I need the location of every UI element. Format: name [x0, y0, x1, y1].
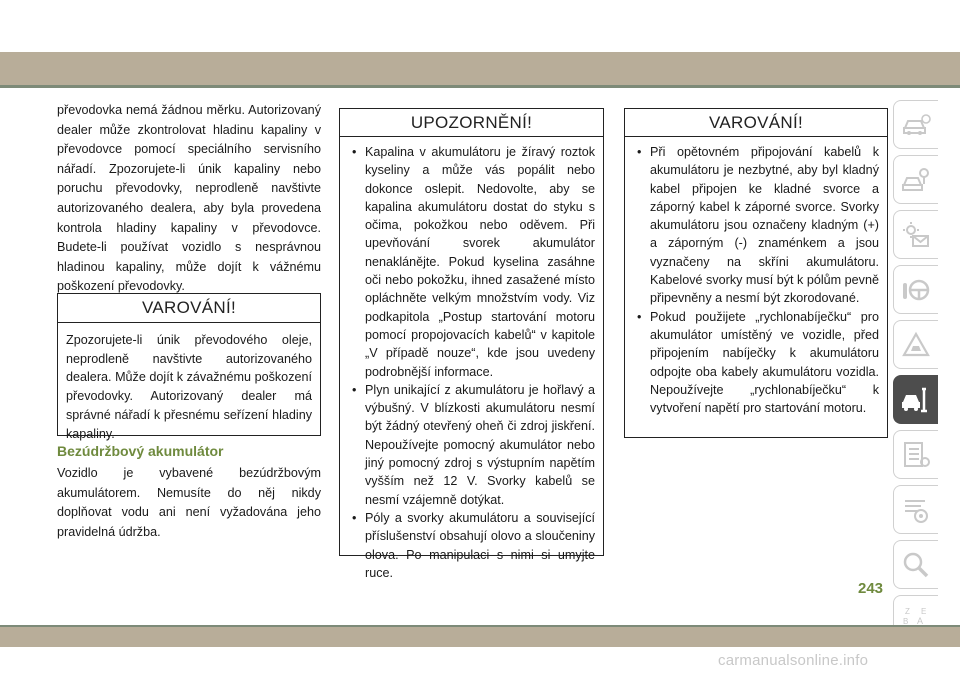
- tab-multimedia[interactable]: [893, 485, 938, 534]
- caution-title: UPOZORNĚNÍ!: [340, 109, 603, 137]
- warning-text: Zpozorujete-li únik převodového oleje, neprodleně navštivte autorizovaného dealera. Může dojít k závažnému poškození převodovky. Autorizovaný dealer má správné nářadí k přesnému seřízení hladiny kapaliny.: [66, 333, 312, 441]
- search-icon: [901, 550, 931, 580]
- steering-airbag-icon: [901, 275, 931, 305]
- tab-checklist[interactable]: [893, 430, 938, 479]
- caution-bullet-item: • Kapalina v akumulátoru je žíravý roztok kyseliny a může vás popálit nebo dokonce oslepit. Nedovolte, aby se kapalina akumulátoru dostat do styku s očima, pokožkou nebo oděvem. Při upevňování svorek akumulátor nenaklánějte. Pokud kyselina zasáhne oči nebo pokožku, ihned zasažené místo opláchněte velkým množstvím vody. Viz podkapitola „Postup startování motoru pomocí propojovacích kabelů“ v kapitole „V případě nouze“, kde jsou uvedeny podrobnější informace.: [348, 143, 595, 381]
- footer-band: [0, 627, 960, 647]
- page-number: 243: [858, 580, 884, 597]
- roadside-warning-icon: [901, 330, 931, 360]
- car-service-icon: [901, 385, 931, 415]
- caution-box-battery: [339, 108, 604, 580]
- caution-bullet-item: • Póly a svorky akumulátoru a související příslušenství obsahují olovo a sloučeniny olova. Po manipulaci s nimi si umyjte ruce.: [348, 509, 595, 582]
- chapter-tabs: [893, 100, 940, 650]
- svg-text:E: E: [921, 606, 927, 616]
- caution-list: [348, 143, 595, 582]
- car-info-icon: [901, 110, 931, 140]
- tab-car-key[interactable]: [893, 155, 938, 204]
- watermark: carmanualsonline.info: [718, 652, 869, 669]
- caution-bullet-item: • Plyn unikající z akumulátoru je hořlavý a výbušný. V blízkosti akumulátoru nesmí být žádný otevřený oheň či zdroj jiskření. Nepoužívejte pomocný akumulátor nebo jiný pomocný zdroj s výstupním napětím vyšším než 12 V. Svorky kabelů se nesmí vzájemně dotýkat.: [348, 381, 595, 509]
- svg-text:B: B: [903, 616, 909, 626]
- section-title: Bezúdržbový akumulátor: [57, 443, 224, 459]
- warning-bullet-item: • Při opětovném připojování kabelů k akumulátoru je nezbytné, aby byl kladný kabel připojen ke kladné svorce a záporný kabel k záporné svorce. Svorky akumulátoru jsou označeny kladným (+) a záporným (-) znaménkem a jsou vyznačeny na skříni akumulátoru. Kabelové svorky musí být k pólům pevně připevněny a nesmí být zkorodované.: [633, 143, 879, 308]
- warning-bullet-item: • Pokud použijete „rychlonabíječku“ pro akumulátor umístěný ve vozidle, před připojením nabíječky k akumulátoru odpojte oba kabely akumulátoru vozidla. Nepoužívejte „rychlonabíječku“ k vytvoření napětí pro startování motoru.: [633, 308, 879, 418]
- warning-title: VAROVÁNÍ!: [58, 294, 320, 323]
- battery-paragraph: Vozidlo je vybavené bezúdržbovým akumulátorem. Nemusíte do něj nikdy doplňovat vodu ani není vyžadována jeho pravidelná údržba.: [57, 466, 321, 539]
- tab-steering-airbag[interactable]: [893, 265, 938, 314]
- svg-text:A: A: [917, 615, 924, 626]
- checklist-icon: [901, 440, 931, 470]
- header-rule: [0, 85, 960, 88]
- svg-text:Z: Z: [905, 606, 910, 616]
- warning-box-transmission: [57, 293, 321, 441]
- dashboard-warning-icon: [901, 220, 931, 250]
- tab-search[interactable]: [893, 540, 938, 589]
- tab-roadside-warning[interactable]: [893, 320, 938, 369]
- intro-paragraph: převodovka nemá žádnou měrku. Autorizovaný dealer může zkontrolovat hladinu kapaliny v převodovce pomocí speciálního servisního nářadí. Zpozorujete-li únik kapaliny nebo poruchu převodovky, neprodleně navštivte autorizovaného dealera, aby byla provedena kontrola hladiny kapaliny v převodovce. Budete-li používat vozidlo s nesprávnou hladinou kapaliny, může dojít k vážnému poškození převodovky.: [57, 103, 321, 294]
- tab-dashboard-warning[interactable]: [893, 210, 938, 259]
- multimedia-icon: [901, 495, 931, 525]
- car-key-icon: [901, 165, 931, 195]
- warning-box-cables: [624, 108, 888, 438]
- warning-title: VAROVÁNÍ!: [625, 109, 887, 137]
- warning-list: [633, 143, 879, 417]
- header-band: [0, 52, 960, 85]
- tab-car-service[interactable]: [893, 375, 938, 424]
- tab-car-info[interactable]: [893, 100, 938, 149]
